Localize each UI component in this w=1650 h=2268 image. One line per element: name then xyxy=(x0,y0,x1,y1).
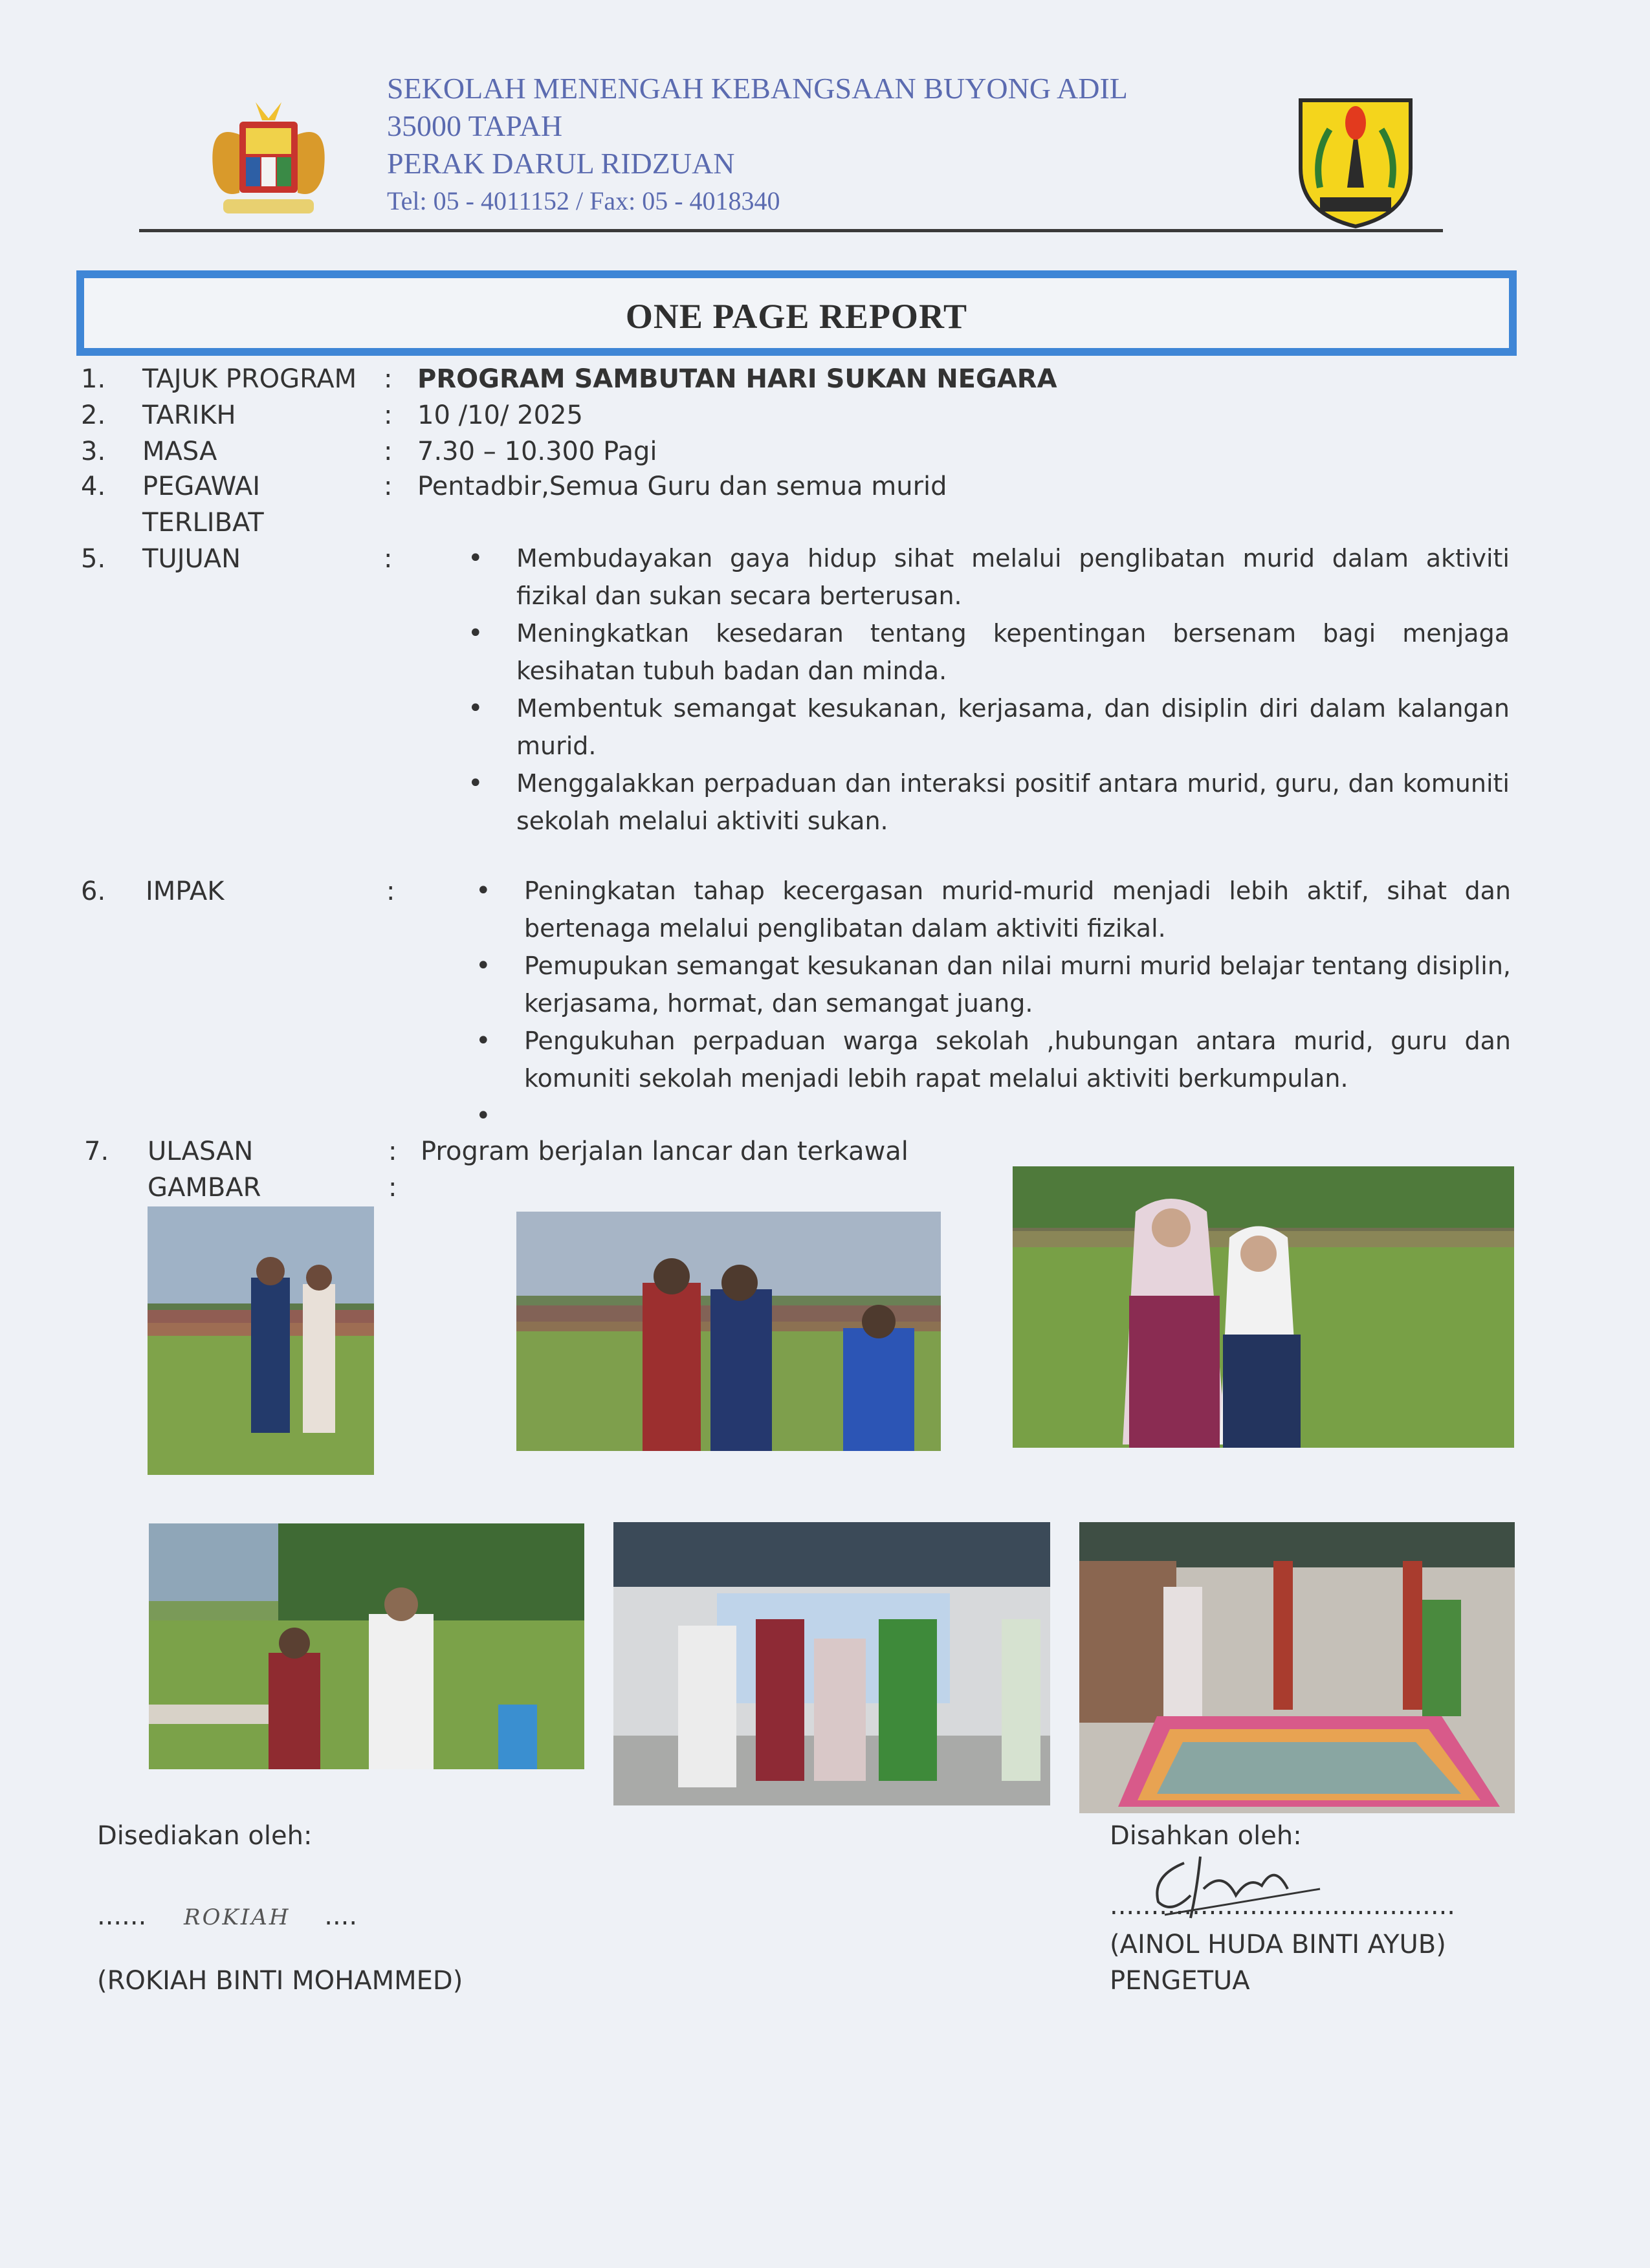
field-label-ulasan: ULASAN xyxy=(148,1137,254,1166)
list-item xyxy=(476,1097,1511,1135)
field-number: 3. xyxy=(81,437,106,466)
field-number: 7. xyxy=(84,1137,109,1166)
field-colon: : xyxy=(388,1173,397,1203)
list-item xyxy=(476,872,1511,947)
field-value-tarikh: 10 /10/ 2025 xyxy=(417,400,583,430)
field-colon: : xyxy=(384,364,393,394)
bullet-icon: • xyxy=(476,1101,491,1131)
prepared-signature: ROKIAH xyxy=(184,1904,291,1930)
school-state: PERAK DARUL RIDZUAN xyxy=(387,147,735,180)
prepared-signature-line xyxy=(97,1898,357,1935)
list-item xyxy=(468,615,1510,690)
tujuan-list xyxy=(468,540,1510,840)
event-photo xyxy=(1079,1522,1515,1813)
report-title: ONE PAGE REPORT xyxy=(625,297,968,336)
bullet-icon: • xyxy=(468,693,483,723)
field-value-pegawai: Pentadbir,Semua Guru dan semua murid xyxy=(417,472,947,501)
list-item-text: Pemupukan semangat kesukanan dan nilai murni murid belajar tentang disiplin, kerjasama, hormat, dan semangat juang. xyxy=(524,952,1511,1018)
list-item-text: Membudayakan gaya hidup sihat melalui penglibatan murid dalam aktiviti fizikal dan sukan secara berterusan. xyxy=(516,544,1510,610)
field-number: 4. xyxy=(81,472,106,501)
field-colon: : xyxy=(384,437,393,466)
field-label-gambar: GAMBAR xyxy=(148,1173,261,1203)
approved-signature-line: .......................................... xyxy=(1110,1891,1456,1921)
header-divider xyxy=(139,229,1443,232)
list-item xyxy=(468,690,1510,765)
list-item-text: Membentuk semangat kesukanan, kerjasama, dan disiplin diri dalam kalangan murid. xyxy=(516,694,1510,760)
list-item-text: Pengukuhan perpaduan warga sekolah ,hubungan antara murid, guru dan komuniti sekolah menjadi lebih rapat melalui aktiviti berkumpulan. xyxy=(524,1027,1511,1093)
event-photo xyxy=(149,1523,584,1769)
report-title-box xyxy=(76,270,1517,356)
field-number: 1. xyxy=(81,364,106,394)
school-name: SEKOLAH MENENGAH KEBANGSAAN BUYONG ADIL xyxy=(387,72,1128,105)
bullet-icon: • xyxy=(476,1026,491,1056)
signature-dots: ...... xyxy=(97,1901,147,1931)
bullet-icon: • xyxy=(476,876,491,906)
field-label-masa: MASA xyxy=(142,437,217,466)
bullet-icon: • xyxy=(468,618,483,648)
field-number: 5. xyxy=(81,544,106,574)
school-postcode-city: 35000 TAPAH xyxy=(387,109,563,142)
list-item xyxy=(468,540,1510,615)
list-item-text: Menggalakkan perpaduan dan interaksi positif antara murid, guru, dan komuniti sekolah melalui aktiviti sukan. xyxy=(516,769,1510,835)
prepared-by-label: Disediakan oleh: xyxy=(97,1821,313,1851)
signature-dots: .... xyxy=(324,1901,358,1931)
approved-by-title: PENGETUA xyxy=(1110,1966,1250,1996)
school-contact: Tel: 05 - 4011152 / Fax: 05 - 4018340 xyxy=(387,186,780,215)
list-item xyxy=(468,765,1510,840)
field-number: 2. xyxy=(81,400,106,430)
field-label-pegawai: PEGAWAI TERLIBAT xyxy=(142,472,264,538)
field-colon: : xyxy=(386,877,395,906)
field-colon: : xyxy=(384,544,393,574)
school-letterhead xyxy=(387,70,1128,220)
malaysia-coat-of-arms-icon xyxy=(194,96,343,232)
list-item xyxy=(476,1022,1511,1097)
field-label-tarikh: TARIKH xyxy=(142,400,236,430)
approved-by-name: (AINOL HUDA BINTI AYUB) xyxy=(1110,1930,1446,1959)
field-label-tajuk: TAJUK PROGRAM xyxy=(142,364,357,394)
impak-list xyxy=(476,872,1511,1135)
event-photo xyxy=(1013,1166,1514,1448)
event-photo xyxy=(516,1212,941,1451)
bullet-icon: • xyxy=(468,769,483,798)
field-value-tajuk: PROGRAM SAMBUTAN HARI SUKAN NEGARA xyxy=(417,364,1057,394)
field-colon: : xyxy=(388,1137,397,1166)
field-label-impak: IMPAK xyxy=(146,877,225,906)
field-value-ulasan: Program berjalan lancar dan terkawal xyxy=(421,1137,908,1166)
event-photo xyxy=(148,1206,374,1475)
approved-by-label: Disahkan oleh: xyxy=(1110,1821,1302,1851)
field-colon: : xyxy=(384,400,393,430)
field-value-masa: 7.30 – 10.300 Pagi xyxy=(417,437,657,466)
bullet-icon: • xyxy=(468,543,483,573)
prepared-by-name: (ROKIAH BINTI MOHAMMED) xyxy=(97,1966,463,1996)
field-label-tujuan: TUJUAN xyxy=(142,544,241,574)
event-photo xyxy=(613,1522,1050,1805)
school-torch-badge-icon xyxy=(1294,91,1417,230)
bullet-icon: • xyxy=(476,951,491,981)
field-number: 6. xyxy=(81,877,106,906)
field-colon: : xyxy=(384,472,393,501)
list-item xyxy=(476,947,1511,1022)
list-item-text: Peningkatan tahap kecergasan murid-murid menjadi lebih aktif, sihat dan bertenaga melalui penglibatan dalam aktiviti fizikal. xyxy=(524,877,1511,943)
list-item-text: Meningkatkan kesedaran tentang kepentingan bersenam bagi menjaga kesihatan tubuh badan dan minda. xyxy=(516,619,1510,685)
